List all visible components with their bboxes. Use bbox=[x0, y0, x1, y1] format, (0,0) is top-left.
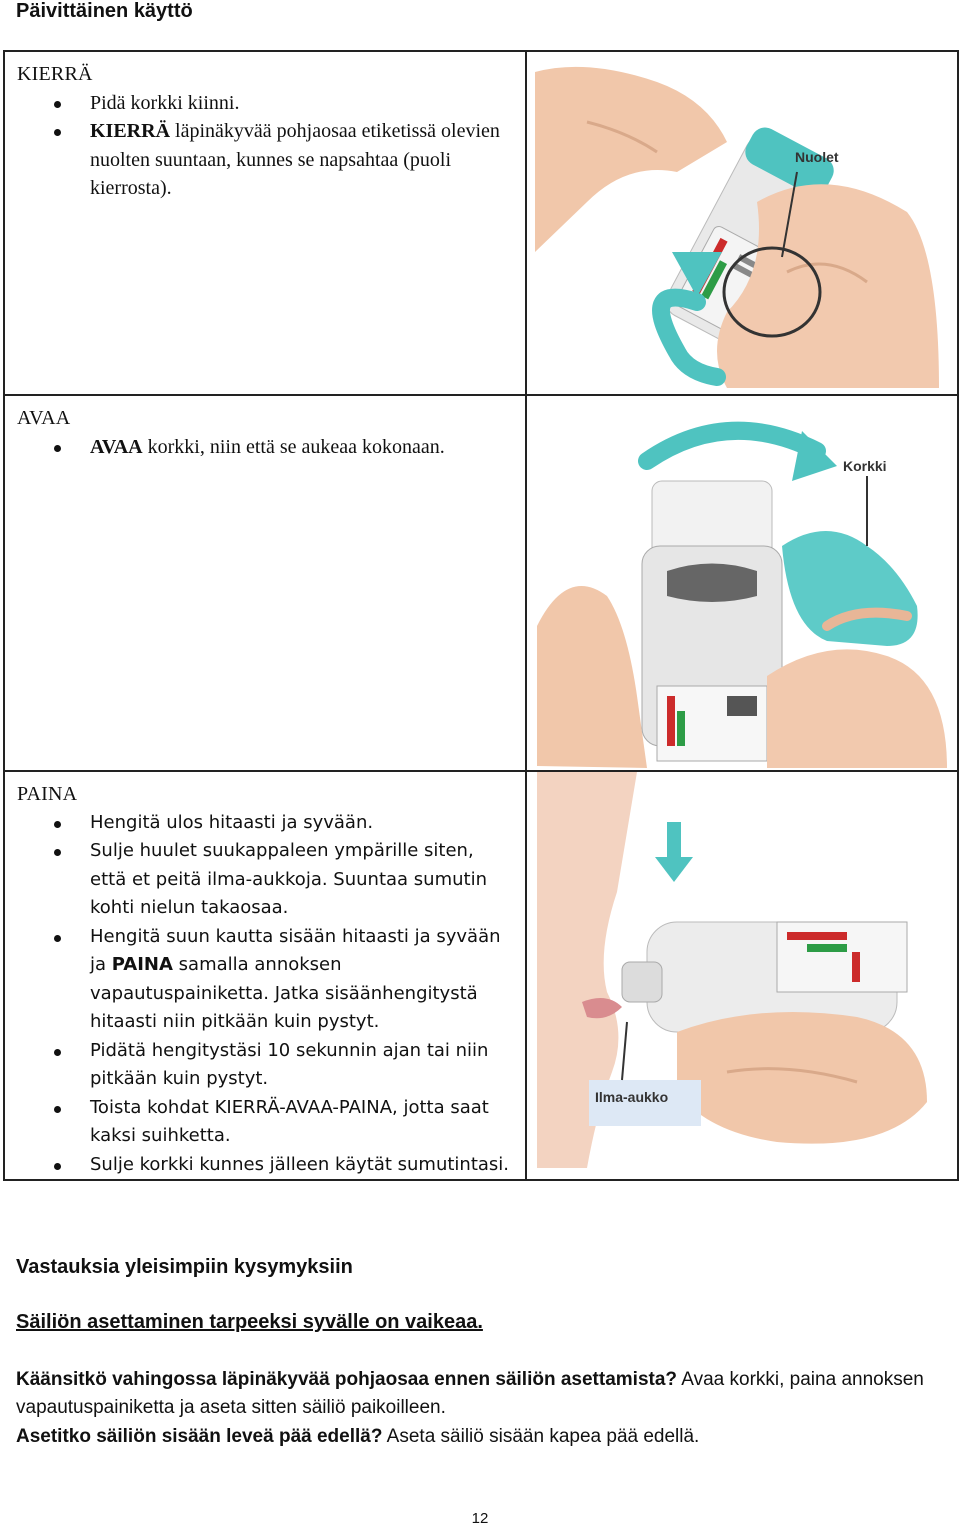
faq-answer-1-text: Avaa korkki, paina annoksen vapautuspainiketta ja aseta sitten säiliö paikoilleen. bbox=[16, 1369, 924, 1418]
faq-answer-2 bbox=[16, 1423, 936, 1451]
step-heading: AVAA bbox=[17, 407, 71, 429]
list-item: AVAA korkki, niin että se aukeaa kokonaan. bbox=[90, 433, 515, 462]
list-item: Pidätä hengitystäsi 10 sekunnin ajan tai niin pitkään kuin pystyt. bbox=[90, 1037, 515, 1094]
faq-question-1: Käänsitkö vahingossa läpinäkyvää pohjaosaa ennen säiliön asettamista? bbox=[16, 1369, 678, 1390]
list-item: Hengitä ulos hitaasti ja syvään. bbox=[90, 809, 515, 838]
label-arrows: Nuolet bbox=[795, 149, 839, 165]
label-air-vent: Ilma-aukko bbox=[595, 1089, 669, 1105]
twist-illustration bbox=[527, 52, 957, 392]
step-row-press bbox=[4, 771, 958, 1180]
step-row-twist bbox=[4, 51, 958, 395]
step-row-open bbox=[4, 395, 958, 771]
step-image-twist bbox=[526, 51, 958, 395]
step-heading: KIERRÄ bbox=[17, 63, 93, 85]
faq-title: Vastauksia yleisimpiin kysymyksiin bbox=[16, 1256, 353, 1278]
step-text-twist bbox=[4, 51, 526, 395]
step-bullets bbox=[17, 433, 515, 462]
list-item: Hengitä suun kautta sisään hitaasti ja syvään ja PAINA samalla annoksen vapautuspainiketta. Jatka sisäänhengitystä hitaasti niin pitkään kuin pystyt. bbox=[90, 923, 515, 1037]
page-number: 12 bbox=[471, 1510, 489, 1527]
faq-question-2: Asetitko säiliön sisään leveä pää edellä? bbox=[16, 1426, 383, 1447]
step-heading: PAINA bbox=[17, 783, 78, 805]
label-cap: Korkki bbox=[843, 458, 887, 474]
page-title: Päivittäinen käyttö bbox=[16, 0, 193, 22]
step-bullets bbox=[17, 89, 515, 203]
step-bullets bbox=[17, 809, 515, 1180]
press-illustration bbox=[527, 772, 957, 1168]
list-item: Toista kohdat KIERRÄ-AVAA-PAINA, jotta saat kaksi suihketta. bbox=[90, 1094, 515, 1151]
faq-subtitle: Säiliön asettaminen tarpeeksi syvälle on vaikeaa. bbox=[16, 1311, 483, 1333]
list-item: Sulje korkki kunnes jälleen käytät sumutintasi. bbox=[90, 1151, 515, 1180]
list-item: KIERRÄ läpinäkyvää pohjaosaa etiketissä olevien nuolten suuntaan, kunnes se napsahtaa (puoli kierrosta). bbox=[90, 117, 515, 203]
step-text-open bbox=[4, 395, 526, 771]
step-text-press bbox=[4, 771, 526, 1180]
step-image-press bbox=[526, 771, 958, 1180]
open-illustration bbox=[527, 396, 957, 768]
list-item: Sulje huulet suukappaleen ympärille siten, että et peitä ilma-aukkoja. Suuntaa sumutin kohti nielun takaosaa. bbox=[90, 837, 515, 923]
faq-answer-1 bbox=[16, 1366, 936, 1422]
step-image-open bbox=[526, 395, 958, 771]
faq-answer-2-text: Aseta säiliö sisään kapea pää edellä. bbox=[382, 1426, 700, 1447]
instruction-table bbox=[3, 50, 959, 1181]
list-item: Pidä korkki kiinni. bbox=[90, 89, 515, 118]
